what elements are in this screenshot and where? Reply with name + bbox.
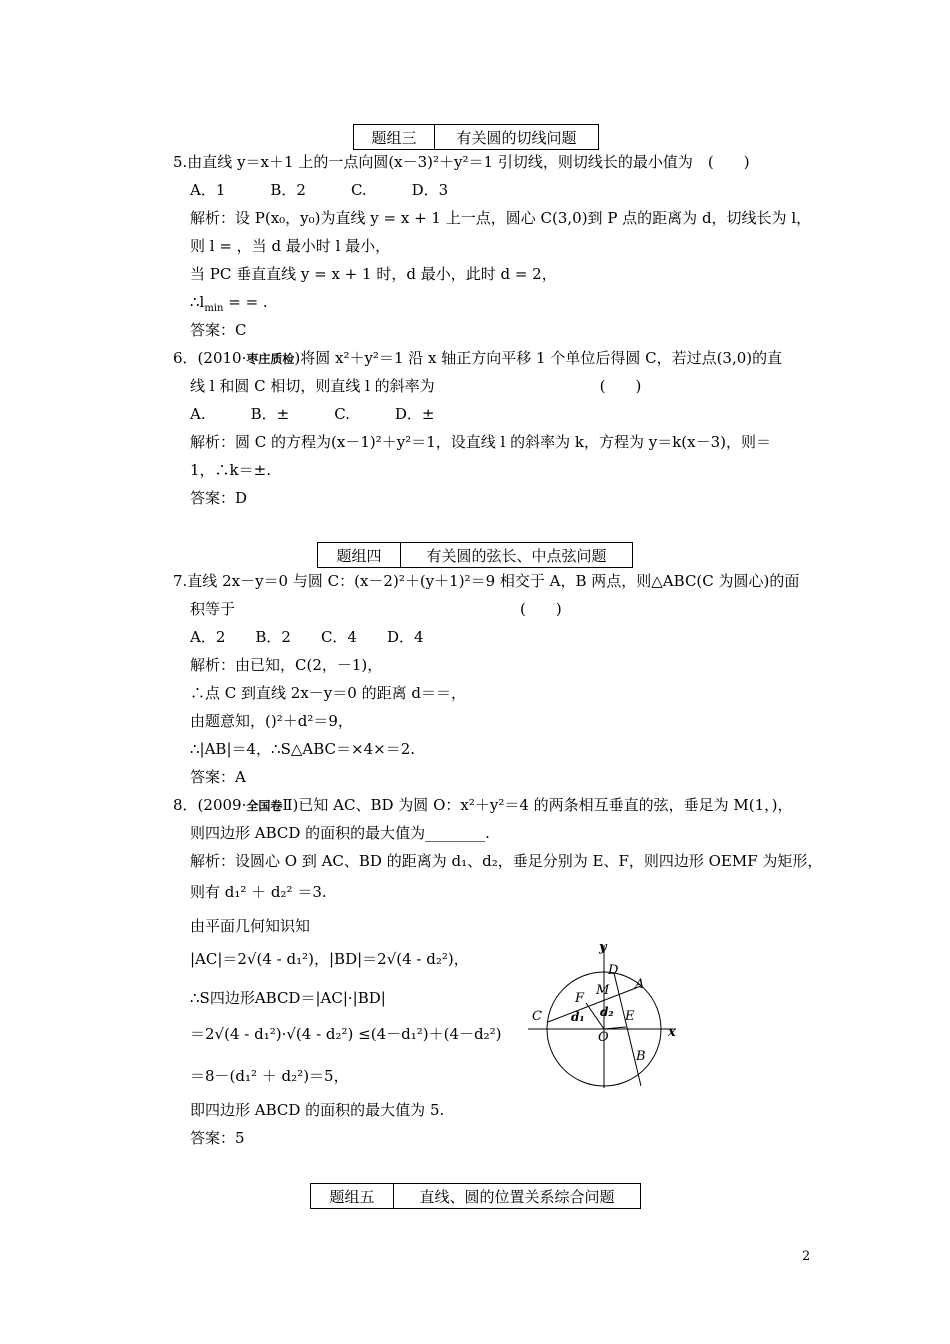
question-6-options: A. B．± C. D．± bbox=[190, 405, 435, 423]
question-8-answer: 答案：5 bbox=[190, 1129, 245, 1147]
question-8-analysis-1: 解析：设圆心 O 到 AC、BD 的距离为 d₁、d₂，垂足分别为 E、F，则四边形 OEMF 为矩形， bbox=[190, 852, 823, 870]
question-5-stem: 5.由直线 y＝x＋1 上的一点向圆(x－3)²＋y²＝1 引切线，则切线长的最小值为 ( ) bbox=[173, 153, 750, 171]
label-D: D bbox=[608, 963, 619, 978]
question-7-stem-1: 7.直线 2x－y＝0 与圆 C：(x－2)²＋(y＋1)²＝9 相交于 A，B 两点，则△ABC(C 为圆心)的面 bbox=[173, 572, 800, 590]
label-A: A bbox=[635, 977, 645, 992]
label-O: O bbox=[598, 1030, 609, 1045]
section-header-label: 题组三 bbox=[354, 125, 435, 149]
label-y: y bbox=[599, 940, 607, 955]
question-8-stem-2: 则四边形 ABCD 的面积的最大值为________. bbox=[190, 824, 490, 842]
question-5-options: A．1 B．2 C. D．3 bbox=[190, 181, 449, 199]
section-header-tangent bbox=[353, 124, 599, 150]
question-6-answer: 答案：D bbox=[190, 489, 248, 507]
question-8-analysis-6: ＝2√(4 - d₁²)·√(4 - d₂²) ≤(4－d₁²)＋(4－d₂²) bbox=[190, 1025, 502, 1043]
question-5-answer: 答案：C bbox=[190, 321, 247, 339]
section-header-label: 题组四 bbox=[318, 543, 401, 567]
question-6-stem-2: 线 l 和圆 C 相切，则直线 l 的斜率为 ( ) bbox=[190, 377, 642, 395]
question-8-analysis-5: ∴S四边形ABCD＝|AC|·|BD| bbox=[190, 989, 386, 1007]
question-7-analysis-1: 解析：由已知，C(2，－1)， bbox=[190, 656, 383, 674]
question-7-analysis-2: ∴点 C 到直线 2x－y＝0 的距离 d＝＝， bbox=[190, 684, 466, 702]
question-8-analysis-8: 即四边形 ABCD 的面积的最大值为 5. bbox=[190, 1101, 445, 1119]
section-header-title: 直线、圆的位置关系综合问题 bbox=[419, 1187, 615, 1206]
question-7-analysis-4: ∴|AB|＝4，∴S△ABC＝×4×＝2. bbox=[190, 740, 416, 758]
section-header-chord bbox=[317, 542, 633, 568]
label-B: B bbox=[636, 1049, 646, 1064]
question-6-stem-1: 6．(2010·枣庄质检)将圆 x²＋y²＝1 沿 x 轴正方向平移 1 个单位后得圆 C，若过点(3,0)的直 bbox=[173, 349, 783, 367]
section-header-title: 有关圆的切线问题 bbox=[456, 128, 577, 147]
label-C: C bbox=[532, 1009, 542, 1024]
question-8-analysis-2: 则有 d₁² ＋ d₂² ＝3. bbox=[190, 883, 327, 901]
question-5-analysis-2: 则 l = ，当 d 最小时 l 最小， bbox=[190, 237, 391, 255]
label-F: F bbox=[575, 991, 585, 1006]
label-d1: d₁ bbox=[571, 1010, 585, 1024]
label-x: x bbox=[668, 1025, 676, 1040]
question-5-analysis-1: 解析：设 P(x₀，y₀)为直线 y = x + 1 上一点，圆心 C(3,0)到 P 点的距离为 d，切线长为 l， bbox=[190, 209, 812, 227]
question-6-analysis-1: 解析：圆 C 的方程为(x－1)²＋y²＝1，设直线 l 的斜率为 k，方程为 y＝k(x－3)，则＝ bbox=[190, 433, 771, 451]
question-8-analysis-7: ＝8－(d₁² ＋ d₂²)＝5， bbox=[190, 1067, 349, 1085]
question-7-options: A．2 B．2 C．4 D．4 bbox=[190, 628, 424, 646]
label-M: M bbox=[596, 983, 610, 998]
circle-chords-figure bbox=[528, 940, 684, 1090]
label-d2: d₂ bbox=[600, 1005, 614, 1019]
question-7-analysis-3: 由题意知，()²＋d²＝9， bbox=[190, 712, 353, 730]
question-7-answer: 答案：A bbox=[190, 768, 246, 786]
section-header-label: 题组五 bbox=[311, 1184, 394, 1208]
question-5-analysis-3: 当 PC 垂直直线 y = x + 1 时，d 最小，此时 d = 2， bbox=[190, 265, 557, 283]
question-7-stem-2: 积等于 ( ) bbox=[190, 600, 562, 618]
page-number: 2 bbox=[802, 1249, 811, 1264]
section-header-position bbox=[310, 1183, 641, 1209]
question-8-stem-1: 8．(2009·全国卷Ⅱ)已知 AC、BD 为圆 O：x²＋y²＝4 的两条相互垂直的弦，垂足为 M(1，)， bbox=[173, 796, 793, 814]
question-5-analysis-4: $\therefore l_{min}$ = = . bbox=[190, 293, 268, 314]
label-E: E bbox=[625, 1009, 635, 1024]
question-6-analysis-2: 1，∴k＝±. bbox=[190, 461, 271, 479]
question-8-analysis-3: 由平面几何知识知 bbox=[190, 917, 311, 935]
section-header-title: 有关圆的弦长、中点弦问题 bbox=[426, 546, 607, 565]
question-8-analysis-4: |AC|＝2√(4 - d₁²)，|BD|＝2√(4 - d₂²)， bbox=[190, 950, 469, 968]
